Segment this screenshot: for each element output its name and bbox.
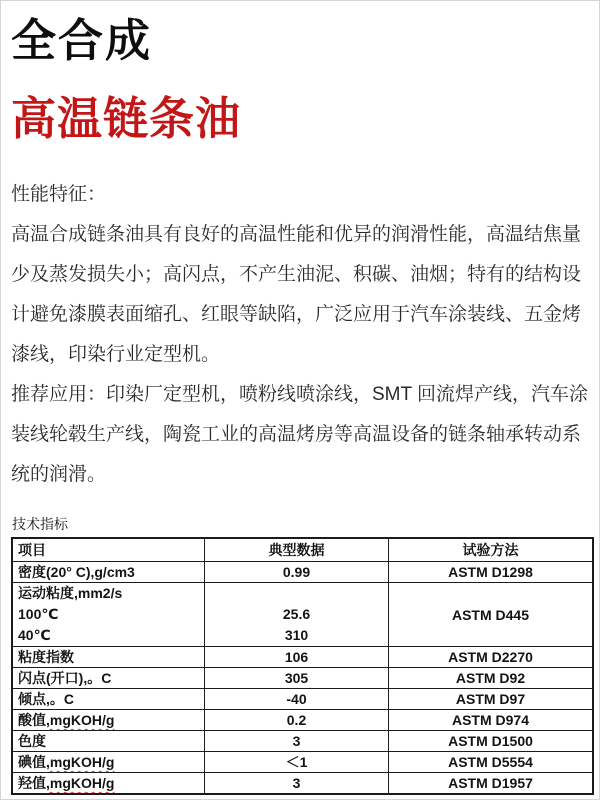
table-row-iodine-value xyxy=(12,752,593,773)
spec-item-label: 羟值 xyxy=(18,775,46,791)
spec-value-cell xyxy=(205,583,389,647)
spec-item-cell xyxy=(12,710,205,731)
col-header-item: 项目 xyxy=(12,538,205,562)
spec-value-cell: 106 xyxy=(205,647,389,668)
performance-line: 高温合成链条油具有良好的高温性能和优异的润滑性能，高温结焦量 xyxy=(11,224,582,245)
table-row-pour-point xyxy=(12,689,593,710)
spec-method-cell: ASTM D445 xyxy=(389,583,594,647)
spec-method-cell: ASTM D974 xyxy=(389,710,594,731)
table-row-acid-value xyxy=(12,710,593,731)
spec-method-cell: ASTM D97 xyxy=(389,689,594,710)
spec-item-label: 酸值 xyxy=(18,712,46,728)
spec-method-cell: ASTM D2270 xyxy=(389,647,594,668)
spec-item-cell: 粘度指数 xyxy=(12,647,205,668)
table-row-density xyxy=(12,562,593,583)
product-series-title: 全合成 xyxy=(11,15,153,66)
spec-method-cell: ASTM D92 xyxy=(389,668,594,689)
spec-item-cell xyxy=(12,773,205,795)
performance-heading: 性能特征： xyxy=(11,184,107,205)
spec-item-cell xyxy=(12,583,205,647)
spec-method-cell: ASTM D1957 xyxy=(389,773,594,795)
specs-header-row xyxy=(12,538,593,562)
spec-item-cell: 密度(20° C),g/cm3 xyxy=(12,562,205,583)
viscosity-item-line: 运动粘度,mm2/s xyxy=(18,585,123,601)
col-header-test-method: 试验方法 xyxy=(389,538,594,562)
spec-method-cell: ASTM D5554 xyxy=(389,752,594,773)
spec-item-label: 碘值 xyxy=(18,754,46,770)
spec-value-cell: 3 xyxy=(205,731,389,752)
col-header-typical-data: 典型数据 xyxy=(205,538,389,562)
spec-item-cell: 色度 xyxy=(12,731,205,752)
table-row-flash-point xyxy=(12,668,593,689)
applications-line: 统的润滑。 xyxy=(11,464,107,485)
viscosity-item-line: 40℃ xyxy=(18,627,51,643)
viscosity-value-line xyxy=(205,583,388,604)
table-row-hydroxyl-value xyxy=(12,773,593,795)
product-name-title: 高温链条油 xyxy=(11,93,242,144)
spec-value-cell: 0.2 xyxy=(205,710,389,731)
spec-method-cell: ASTM D1500 xyxy=(389,731,594,752)
spec-value-cell: 305 xyxy=(205,668,389,689)
applications-line: 推荐应用：印染厂定型机，喷粉线喷涂线，SMT 回流焊产线，汽车涂 xyxy=(11,384,589,405)
viscosity-value-line: 25.6 xyxy=(282,606,311,622)
specs-caption: 技术指标 xyxy=(12,516,68,532)
table-row-color xyxy=(12,731,593,752)
spec-item-cell: 倾点,。C xyxy=(12,689,205,710)
spec-value-cell: ＜1 xyxy=(205,752,389,773)
spec-item-unit-misspell-underline: ,mgKOH/g xyxy=(46,754,115,770)
spec-value-cell: 3 xyxy=(205,773,389,795)
performance-line: 少及蒸发损失小；高闪点，不产生油泥、积碳、油烟；特有的结构设 xyxy=(11,264,582,285)
spec-item-unit-misspell-underline: ,mgKOH/g xyxy=(46,775,115,791)
applications-line: 装线轮毂生产线，陶瓷工业的高温烤房等高温设备的链条轴承转动系 xyxy=(11,424,582,445)
spec-method-cell: ASTM D1298 xyxy=(389,562,594,583)
table-row-viscosity xyxy=(12,583,593,647)
body-text xyxy=(11,175,596,495)
spec-item-unit-misspell-underline: ,mgKOH/g xyxy=(46,712,115,728)
performance-line: 计避免漆膜表面缩孔、红眼等缺陷，广泛应用于汽车涂装线、五金烤 xyxy=(11,304,582,325)
spec-item-cell: 闪点(开口),。C xyxy=(12,668,205,689)
spec-value-cell: -40 xyxy=(205,689,389,710)
viscosity-value-line: 310 xyxy=(284,627,309,643)
specs-table xyxy=(11,537,594,795)
performance-line: 漆线，印染行业定型机。 xyxy=(11,344,221,365)
spec-value-cell: 0.99 xyxy=(205,562,389,583)
table-row-viscosity-index xyxy=(12,647,593,668)
spec-item-cell xyxy=(12,752,205,773)
viscosity-item-line: 100℃ xyxy=(18,606,59,622)
